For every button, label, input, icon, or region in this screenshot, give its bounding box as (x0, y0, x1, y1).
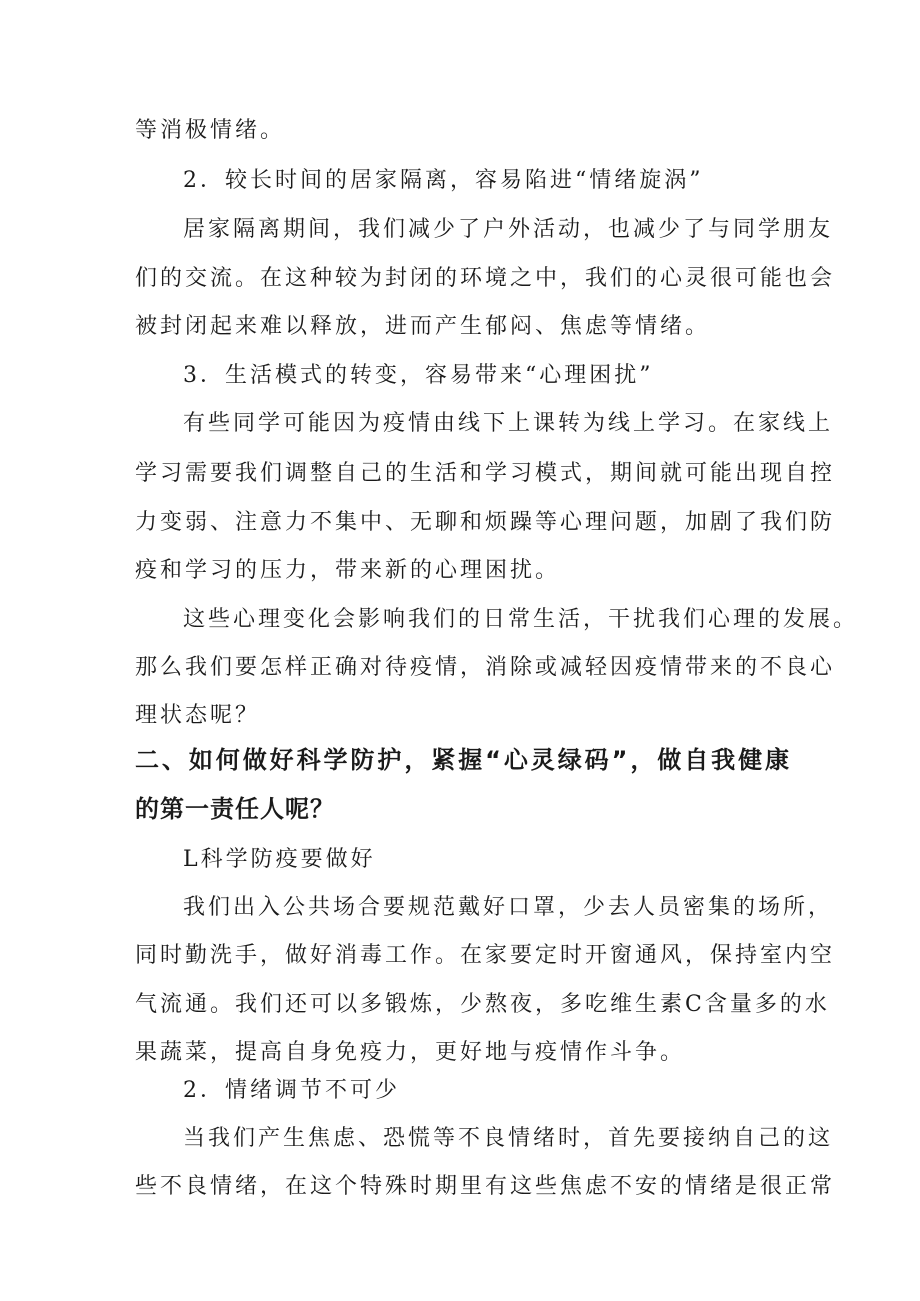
text-line: 们的交流。在这种较为封闭的环境之中，我们的心灵很可能也会 (135, 266, 836, 291)
text-line: 我们出入公共场合要规范戴好口罩，少去人员密集的场所， (183, 895, 834, 920)
text-line: 些不良情绪，在这个特殊时期里有这些焦虑不安的情绪是很正常 (135, 1174, 836, 1199)
text-line: 疫和学习的压力，带来新的心理困扰。 (135, 558, 561, 583)
subheading-line: L科学防疫要做好 (183, 847, 376, 872)
text-line: 这些心理变化会影响我们的日常生活，干扰我们心理的发展。 (183, 607, 859, 632)
text-line: 同时勤洗手，做好消毒工作。在家要定时开窗通风，保持室内空 (135, 943, 836, 968)
text-line: 力变弱、注意力不集中、无聊和烦躁等心理问题，加剧了我们防 (135, 510, 836, 535)
text-line: 等消极情绪。 (135, 118, 286, 143)
text-line: 学习需要我们调整自己的生活和学习模式，期间就可能出现自控 (135, 461, 836, 486)
text-line: 居家隔离期间，我们减少了户外活动，也减少了与同学朋友 (183, 217, 834, 242)
text-line: 气流通。我们还可以多锻炼，少熬夜，多吃维生素C含量多的水 (135, 992, 830, 1017)
text-line: 那么我们要怎样正确对待疫情，消除或减轻因疫情带来的不良心 (135, 655, 836, 680)
text-line: 当我们产生焦虑、恐慌等不良情绪时，首先要接纳自己的这 (183, 1126, 834, 1151)
text-line: 被封闭起来难以释放，进而产生郁闷、焦虑等情绪。 (135, 314, 711, 339)
subheading-line: 2．情绪调节不可少 (183, 1078, 400, 1103)
subheading-line: 2．较长时间的居家隔离，容易陷进“情绪旋涡” (183, 168, 704, 193)
section-heading: 的第一责任人呢？ (135, 795, 335, 823)
section-heading: 二、如何做好科学防护，紧握“心灵绿码”，做自我健康 (135, 746, 790, 774)
text-line: 有些同学可能因为疫情由线下上课转为线上学习。在家线上 (183, 411, 834, 436)
text-line: 果蔬菜，提高自身免疫力，更好地与疫情作斗争。 (135, 1040, 686, 1065)
subheading-line: 3．生活模式的转变，容易带来“心理困扰” (183, 363, 654, 388)
text-line: 理状态呢？ (135, 703, 261, 728)
